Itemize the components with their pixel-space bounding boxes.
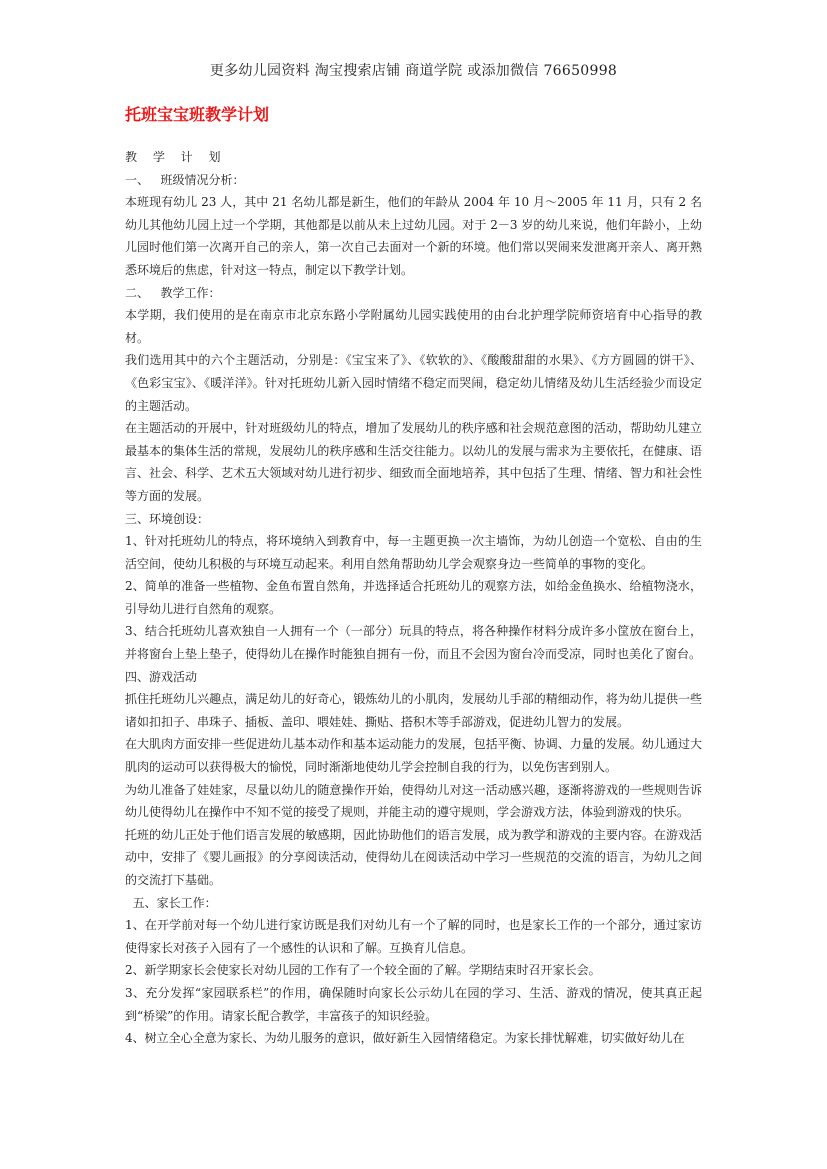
list-item: 1、针对托班幼儿的特点，将环境纳入到教育中，每一主题更换一次主墙饰，为幼儿创造一个宽松、自由的生活空间，使幼儿积极的与环境互动起来。利用自然角帮助幼儿学会观察身边一些简单的事物的变化。 xyxy=(125,534,702,571)
document-body xyxy=(125,146,702,1050)
list-item: 3、充分发挥“家园联系栏”的作用，确保随时向家长公示幼儿在园的学习、生活、游戏的情况，使其真正起到“桥梁”的作用。请家长配合教学，丰富孩子的知识经验。 xyxy=(125,985,702,1023)
paragraph: 为幼儿准备了娃娃家，尽量以幼儿的随意操作开始，使得幼儿对这一活动感兴趣，逐渐将游戏的一些规则告诉幼儿使得幼儿在操作中不知不觉的接受了规则，并能主动的遵守规则，学会游戏方法，体验到游戏的快乐。 xyxy=(125,782,702,820)
paragraph: 本学期，我们使用的是在南京市北京东路小学附属幼儿园实践使用的由台北护理学院师资培育中心指导的教材。 xyxy=(125,308,702,345)
paragraph: 在主题活动的开展中，针对班级幼儿的特点，增加了发展幼儿的秩序感和社会规范意图的活动，帮助幼儿建立最基本的集体生活的常规，发展幼儿的秩序感和生活交往能力。以幼儿的发展与需求为主要依托，在健康、语言、社会、科学、艺术五大领域对幼儿进行初步、细致而全面地培养，其中包括了生理、情绪、智力和社会性等方面的发展。 xyxy=(125,421,702,503)
list-item: 4、树立全心全意为家长、为幼儿服务的意识，做好新生入园情绪稳定。为家长排忧解难，切实做好幼儿在 xyxy=(125,1031,685,1046)
section-heading-1: 一、 班级情况分析： xyxy=(125,172,245,187)
section-heading-3: 三、环境创设： xyxy=(125,511,210,526)
list-item: 1、在开学前对每一个幼儿进行家访既是我们对幼儿有一个了解的同时，也是家长工作的一个部分，通过家访使得家长对孩子入园有了一个感性的认识和了解。互换育儿信息。 xyxy=(125,918,702,955)
list-item: 2、新学期家长会使家长对幼儿园的工作有了一个较全面的了解。学期结束时召开家长会。 xyxy=(125,963,601,978)
document-title: 托班宝宝班教学计划 xyxy=(125,105,270,124)
subtitle-teaching-plan: 教 学 计 划 xyxy=(125,150,227,164)
paragraph: 我们选用其中的六个主题活动，分别是：《宝宝来了》、《软软的》、《酸酸甜甜的水果》、《方方圆圆的饼干》、《色彩宝宝》、《暖洋洋》。针对托班幼儿新入园时情绪不稳定而哭闹，稳定幼儿情绪及幼儿生活经验少而设定的主题活动。 xyxy=(125,353,702,413)
paragraph: 托班的幼儿正处于他们语言发展的敏感期，因此协助他们的语言发展，成为教学和游戏的主要内容。在游戏活动中，安排了《婴儿画报》的分享阅读活动，使得幼儿在阅读活动中学习一些规范的交流的语言，为幼儿之间的交流打下基础。 xyxy=(125,827,702,887)
section-heading-5: 五、家长工作： xyxy=(125,895,217,910)
paragraph: 本班现有幼儿 23 人，其中 21 名幼儿都是新生，他们的年龄从 2004 年 10 月～2005 年 11 月，只有 2 名幼儿其他幼儿园上过一个学期，其他都是以前从未上过幼儿园。对于 2－3 岁的幼儿来说，他们年龄小，上幼儿园时他们第一次离开自己的亲人，第一次自己去面对一个新的环境。他们常以哭闹来发泄离开亲人、离开熟悉环境后的焦虑，针对这一特点，制定以下教学计划。 xyxy=(125,195,702,277)
page-header: 更多幼儿园资料 淘宝搜索店铺 商道学院 或添加微信 76650998 xyxy=(209,63,618,79)
paragraph: 在大肌肉方面安排一些促进幼儿基本动作和基本运动能力的发展，包括平衡、协调、力量的发展。幼儿通过大肌肉的运动可以获得极大的愉悦，同时渐渐地使幼儿学会控制自我的行为，以免伤害到别人。 xyxy=(125,737,702,775)
list-item: 3、结合托班幼儿喜欢独自一人拥有一个（一部分）玩具的特点，将各种操作材料分成许多小筐放在窗台上，并将窗台上垫上垫子，使得幼儿在操作时能独自拥有一份，而且不会因为窗台冷而受凉，同时也美化了窗台。 xyxy=(125,624,702,662)
paragraph: 抓住托班幼儿兴趣点，满足幼儿的好奇心，锻炼幼儿的小肌肉，发展幼儿手部的精细动作，将为幼儿提供一些诸如扣扣子、串珠子、插板、盖印、喂娃娃、撕贴、搭积木等手部游戏，促进幼儿智力的发展。 xyxy=(125,692,702,729)
list-item: 2、简单的准备一些植物、金鱼布置自然角，并选择适合托班幼儿的观察方法，如给金鱼换水、给植物浇水，引导幼儿进行自然角的观察。 xyxy=(125,579,702,616)
section-heading-2: 二、 教学工作： xyxy=(125,285,221,300)
section-heading-4: 四、游戏活动 xyxy=(125,669,198,684)
